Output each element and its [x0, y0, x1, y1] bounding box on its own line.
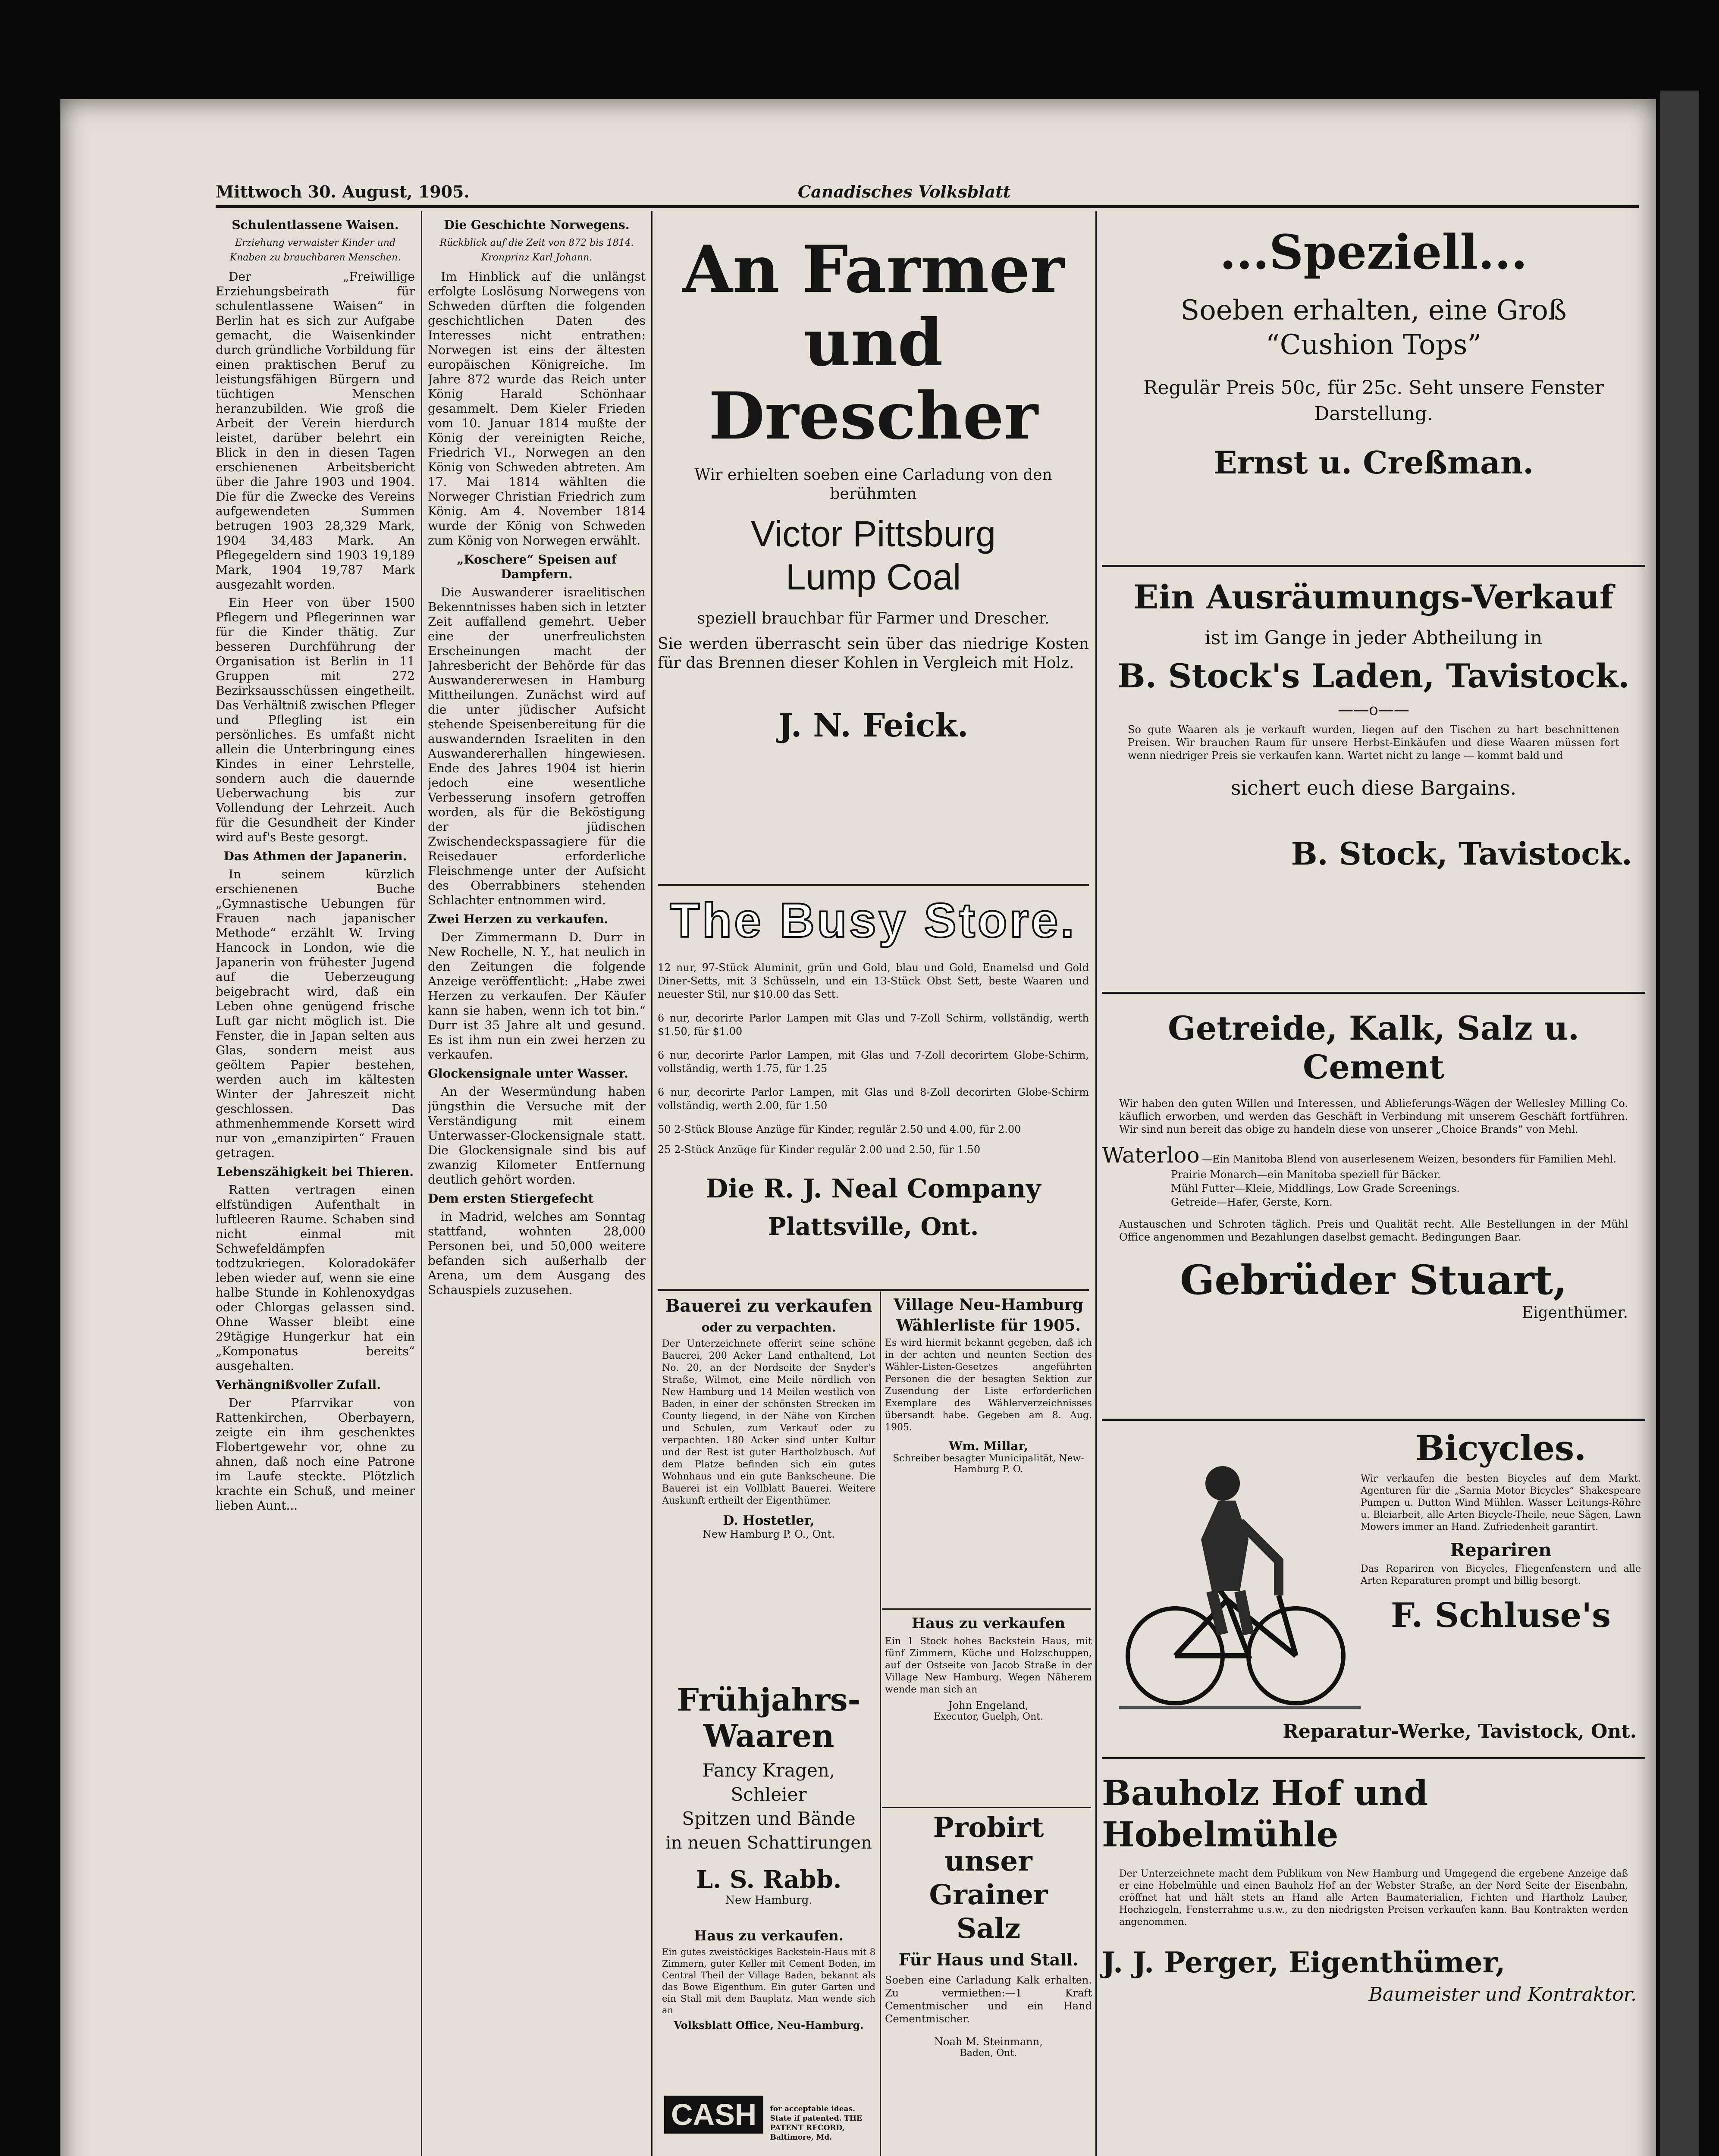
grain-product: Getreide—Hafer, Gerste, Korn. [1171, 1196, 1333, 1208]
article-paragraph: Der „Freiwillige Erziehungsbeirath für schulentlassene Waisen“ in Berlin hat es sich zur Aufgabe gemacht, die Waisenkinder durch gründliche Vorbildung für einen praktischen Beruf zu leistungsfähigen Bürgern und tüchtigen Menschen heranzubilden. Wie groß die Arbeit der Verein hierdurch leistet, darüber belehrt ein Blick in den in diesen Tagen erschienenen Arbeitsbericht über die Jahre 1903 und 1904. Die für die Zwecke des Vereins aufgewendeten Summen betrugen 1903 28,329 Mark, 1904 34,483 Mark. An Pflegegeldern sind 1903 19,189 Mark, 1904 19,787 Mark ausgezahlt worden. [216, 270, 415, 592]
waterloo-row [1102, 1143, 1645, 1168]
lumber-yard-advertisement [1102, 1772, 1645, 2156]
busy-store-item: 6 nur, decorirte Parlor Lampen mit Glas und 7-Zoll Schirm, vollständig, werth $1.50, für $1.00 [658, 1012, 1089, 1037]
house-for-sale-notice [885, 1615, 1092, 1805]
lumber-title-1: Bauholz Hof und [1102, 1773, 1428, 1813]
house-sale-signature: John Engeland, [948, 1699, 1029, 1711]
grain-ad-body: Wir haben den guten Willen und Interessen, und Ablieferungs-Wägen der Wellesley Milling Co. käuflich erworben, und werden das Geschäft in Verbindung mit unserem Geschäft fortführen. Wir sind nun bereit das obige zu handeln diese von unserer „Choice Brands“ von Mehl. [1119, 1097, 1628, 1135]
lumber-signature: J. J. Perger, Eigenthümer, [1102, 1946, 1506, 1979]
cushion-ad-seller: Ernst u. Creßman. [1213, 444, 1534, 481]
coal-ad-title-1: An Farmer [682, 232, 1064, 307]
article-heading: Dem ersten Stiergefecht [428, 1191, 594, 1206]
busy-store-item: 12 nur, 97-Stück Aluminit, grün und Gold, blau und Gold, Enamelsd und Gold Diner-Setts, mit 3 Schüsseln, und ein 13-Stück Obst Sett, beste Waaren und neuester Stil, nur $10.00 das Sett. [658, 962, 1089, 1000]
grain-product: Prairie Monarch—ein Manitoba speziell für Bäcker. [1171, 1169, 1441, 1181]
column-1 [216, 213, 415, 2137]
lumber-signature-title: Baumeister und Kontraktor. [1368, 1984, 1637, 2006]
spring-goods-town: New Hamburg. [725, 1894, 812, 1907]
bicycles-firm-address: Reparatur-Werke, Tavistock, Ont. [1283, 1720, 1637, 1742]
article-heading: Verhängnißvoller Zufall. [216, 1378, 381, 1392]
house-sale-address: Executor, Guelph, Ont. [933, 1711, 1044, 1722]
article-paragraph: In seinem kürzlich erschienenen Buche „Gymnastische Uebungen für Frauen nach japanischer Methode“ erzählt W. Irving Hancock in London, wie die Japanerin von frühester Jugend auf die Ueberzeugung beigebracht wird, daß ein Leben ohne genügend frische Luft gar nicht möglich ist. Die Fenster, die in Japan selten aus Glas, sondern meist aus geöltem Papier bestehen, werden auch im kältesten Winter der Jahreszeit nicht geschlossen. Das athmenhemmende Korsett wird nur von „emanzipirten“ Frauen getragen. [216, 867, 415, 1160]
article-heading: Die Geschichte Norwegens. [444, 218, 630, 232]
salt-advertisement [885, 1811, 1092, 2156]
article-paragraph: Der Pfarrvikar von Rattenkirchen, Oberbayern, zeigte ein ihm geschenktes Flobertgewehr vor, ohne zu ahnen, daß noch eine Patrone im Laufe steckte. Plötzlich krachte ein Schuß, und meiner lieben Aunt... [216, 1396, 415, 1513]
spring-goods-title-1: Frühjahrs- [677, 1681, 861, 1718]
coal-ad-line: speziell brauchbar für Farmer und Drescher. [697, 610, 1050, 627]
clearance-sale-line: sichert euch diese Bargains. [1230, 776, 1517, 799]
article-heading: Zwei Herzen zu verkaufen. [428, 912, 609, 926]
farm-sale-subtitle: oder zu verpachten. [701, 1320, 836, 1335]
grain-ad-title: Getreide, Kalk, Salz u. Cement [1167, 1009, 1580, 1086]
article-subheading: Erziehung verwaister Kinder und Knaben zu brauchbaren Menschen. [229, 238, 401, 263]
spring-goods-title-2: Waaren [703, 1717, 834, 1754]
section-rule [882, 1807, 1091, 1808]
column-rule-inner [880, 1291, 881, 2156]
voters-list-notice [885, 1296, 1092, 1606]
house-sale-2-title: Haus zu verkaufen. [694, 1927, 844, 1944]
article-heading: Lebenszähigkeit bei Thieren. [216, 1165, 414, 1179]
grain-ad-firm: Gebrüder Stuart, [1180, 1257, 1567, 1304]
bicycles-repair-title: Repariren [1450, 1539, 1552, 1561]
salt-signature: Noah M. Steinmann, [934, 2036, 1043, 2048]
spring-goods-line: in neuen Schattirungen [665, 1833, 872, 1853]
clearance-sale-line: ist im Gange in jeder Abtheilung in [1205, 627, 1543, 649]
waterloo-brand: Waterloo [1102, 1143, 1200, 1168]
coal-ad-title-2: und Drescher [709, 305, 1038, 454]
section-rule [658, 1289, 1089, 1291]
bicycles-title: Bicycles. [1415, 1428, 1587, 1468]
cushion-ad-price: Regulär Preis 50c, für 25c. Seht unsere Fenster Darstellung. [1143, 377, 1604, 425]
busy-store-item: 6 nur, decorirte Parlor Lampen, mit Glas und 8-Zoll decorirten Globe-Schirm vollständig, werth 2.00, für 1.50 [658, 1086, 1089, 1112]
salt-title-1: Probirt unser [933, 1811, 1044, 1877]
house-sale-body: Ein 1 Stock hohes Backstein Haus, mit fünf Zimmern, Küche und Holzschuppen, auf der Ostseite von Jacob Straße in der Village New Hamburg. Wegen Näherem wende man sich an [885, 1636, 1092, 1695]
bicycle-rider-illustration [1119, 1453, 1361, 1720]
busy-store-town: Plattsville, Ont. [768, 1213, 979, 1241]
cash-label: CASH [664, 2096, 763, 2134]
cash-text: for acceptable ideas. State if patented. THE PATENT RECORD, Baltimore, Md. [770, 2104, 862, 2142]
article-paragraph: Im Hinblick auf die unlängst erfolgte Loslösung Norwegens von Schweden dürften die folgenden geschichtlichen Daten des Interesses nicht entrathen: Norwegen ist eins der ältesten europäischen Königreiche. Im Jahre 872 wurde das Reich unter König Harald Schönhaar gesammelt. Dem Kieler Frieden vom 10. Januar 1814 mußte der König der vereinigten Reiche, Friedrich VI., Norwegen an den König von Schweden abtreten. Am 17. Mai 1814 wählten die Norweger Christian Friedrich zum König. Am 4. November 1814 wurde der König von Schweden zum König von Norwegen erwählt. [428, 270, 646, 548]
coal-ad-intro: Wir erhielten soeben eine Carladung von den berühmten [694, 466, 1052, 503]
bicycles-advertisement [1102, 1427, 1645, 1755]
spring-goods-advertisement [662, 1682, 875, 1923]
bicycles-body: Wir verkaufen die besten Bicycles auf dem Markt. Agenturen für die „Sarnia Motor Bicycles“ Shakespeare Pumpen u. Dutton Wind Mühlen. Wasser Leitungs-Röhre u. Bleiarbeit, alle Arten Bicycle-Theile, neue Sägen, Lawn Mowers immer an Hand. Zufriedenheit garantirt. [1361, 1473, 1641, 1532]
section-rule [1102, 565, 1645, 567]
lumber-body: Der Unterzeichnete macht dem Publikum von New Hamburg und Umgegend die ergebene Anzeige daß er eine Hobelmühle und einen Bauholz Hof an der Webster Straße, an der Nord Seite der Eisenbahn, eröffnet hat und hält stets an Hand alle Arten Baumaterialien, Fichten und Hartholz Lauber, Hochziegeln, Fensterrahme u.s.w., zu den niedrigsten Preisen verkaufen kann. Bau Kontrakten werden angenommen. [1119, 1868, 1628, 1927]
article-subheading: Rückblick auf die Zeit von 872 bis 1814. Kronprinz Karl Johann. [439, 238, 634, 263]
column-rule-2 [651, 211, 652, 2156]
voters-list-address: Schreiber besagter Municipalität, New-Hamburg P. O. [893, 1453, 1084, 1475]
house-sale-2-signature: Volksblatt Office, Neu-Hamburg. [674, 2019, 864, 2031]
cushion-tops-advertisement [1102, 224, 1645, 556]
grain-advertisement [1102, 1009, 1645, 1414]
grain-ad-terms: Austauschen und Schroten täglich. Preis und Qualität recht. Alle Bestellungen in der Mühl Office angenommen und Bezahlungen daselbst gemacht. Bedingungen Baar. [1119, 1218, 1628, 1243]
salt-address: Baden, Ont. [960, 2048, 1017, 2059]
bicycles-text-block [1361, 1427, 1641, 1635]
cushion-ad-line: Soeben erhalten, eine Groß [1180, 295, 1567, 326]
cash-advertisement [664, 2096, 878, 2147]
farm-sale-title: Bauerei zu verkaufen [665, 1296, 872, 1316]
busy-store-advertisement [658, 893, 1089, 1289]
coal-product-type: Lump Coal [785, 557, 961, 597]
clearance-sale-title: Ein Ausräumungs-Verkauf [1133, 578, 1614, 616]
spring-goods-line: Fancy Kragen, Schleier [702, 1760, 835, 1805]
clearance-sale-signature: B. Stock, Tavistock. [1291, 835, 1632, 872]
farm-sale-signature: D. Hostetler, [723, 1513, 815, 1528]
coal-ad-seller: J. N. Feick. [778, 707, 969, 744]
bicycles-repair-body: Das Repariren von Bicycles, Fliegenfenstern und alle Arten Reparaturen prompt und billig besorgt. [1361, 1564, 1641, 1586]
farm-for-sale-notice [662, 1296, 875, 1675]
bicycles-firm: F. Schluse's [1390, 1596, 1611, 1635]
spring-goods-seller: L. S. Rabb. [696, 1865, 842, 1894]
clearance-sale-store: B. Stock's Laden, Tavistock. [1117, 657, 1630, 695]
right-binding-edge [1660, 91, 1699, 2156]
salt-body: Soeben eine Carladung Kalk erhalten. Zu vermiethen:—1 Kraft Cementmischer und ein Hand Cementmischer. [885, 1974, 1092, 2025]
article-heading: Schulentlassene Waisen. [232, 218, 399, 232]
coal-advertisement [658, 233, 1089, 871]
divider-ornament: ——o—— [1338, 701, 1409, 719]
section-rule [882, 1608, 1091, 1610]
salt-subtitle: Für Haus und Stall. [898, 1950, 1079, 1969]
masthead-rule [216, 205, 1639, 208]
voters-list-subtitle: Wählerliste für 1905. [896, 1316, 1081, 1335]
lumber-title-2: Hobelmühle [1102, 1814, 1339, 1855]
section-rule [658, 884, 1089, 886]
column-rule-3 [1095, 211, 1097, 2156]
house-sale-2-body: Ein gutes zweistöckiges Backstein-Haus mit 8 Zimmern, guter Keller mit Cement Boden, im Central Theil der Village Baden, bekannt als das Bowe Eigenthum. Ein guter Garten und ein Stall mit dem Bauplatz. Man wende sich an [662, 1947, 875, 2015]
house-sale-title: Haus zu verkaufen [911, 1615, 1066, 1632]
section-rule [1102, 992, 1645, 994]
busy-store-item: 50 2-Stück Blouse Anzüge für Kinder, regulär 2.50 und 4.00, für 2.00 [658, 1123, 1021, 1135]
voters-list-body: Es wird hiermit bekannt gegeben, daß ich in der achten und neunten Section des Wähler-Listen-Gesetzes angeführten Personen die der besagten Sektion zur Zusendung der Liste erforderlichen Exemplare des Wählerverzeichnisses übersandt habe. Gegeben am 8. Aug. 1905. [885, 1338, 1092, 1433]
newspaper-title: Canadisches Volksblatt [798, 182, 1011, 201]
column-rule-1 [421, 211, 422, 2156]
article-paragraph: in Madrid, welches am Sonntag stattfand, wohnten 28,000 Personen bei, und 50,000 weitere befanden sich außerhalb der Arena, um dem Ausgang des Schauspiels zuzusehen. [428, 1210, 646, 1297]
cushion-ad-title: ...Speziell... [1220, 224, 1528, 280]
coal-ad-line: Sie werden überrascht sein über das niedrige Kosten für das Brennen dieser Kohlen in Vergleich mit Holz. [658, 635, 1089, 672]
busy-store-item: 6 nur, decorirte Parlor Lampen, mit Glas und 7-Zoll decorirtem Globe-Schirm, vollständig, werth 1.75, für 1.25 [658, 1049, 1089, 1075]
farm-sale-address: New Hamburg P. O., Ont. [703, 1528, 835, 1540]
article-paragraph: Die Auswanderer israelitischen Bekenntnisses haben sich in letzter Zeit auffallend gemehrt. Ueber eine der unerfreulichsten Erscheinungen macht der Jahresbericht der Behörde für das Auswandererwesen in Hamburg Mittheilungen. Zunächst wird auf die unter jüdischer Aufsicht stehende Speisenbereitung für die auswandernden Israeliten in den Auswandererhallen hingewiesen. Ende des Jahres 1904 ist hierin jedoch eine wesentliche Verbesserung insofern getroffen worden, als für die Beköstigung der jüdischen Zwischendeckspassagiere für die Reisedauer erforderliche Fleischmenge unter der Aufsicht des Oberrabbiners stehenden Schlachter entnommen wird. [428, 585, 646, 907]
spring-goods-line: Spitzen und Bände [682, 1808, 856, 1829]
column-2 [428, 213, 646, 2137]
salt-title-3: Salz [956, 1912, 1021, 1945]
article-heading: Das Athmen der Japanerin. [223, 849, 407, 863]
cushion-ad-product: “Cushion Tops” [1265, 329, 1482, 361]
section-rule [1102, 1757, 1645, 1759]
grain-product: Mühl Futter—Kleie, Middlings, Low Grade Screenings. [1171, 1182, 1460, 1194]
coal-product-name: Victor Pittsburg [750, 514, 996, 554]
issue-date: Mittwoch 30. August, 1905. [216, 182, 470, 201]
farm-sale-body: Der Unterzeichnete offerirt seine schöne Bauerei, 200 Acker Land enthaltend, Lot No. 20, an der Nordseite der Snyder's Straße, Wilmot, eine Meile nördlich von New Hamburg und 14 Meilen westlich von Baden, in einer der schönsten Strecken im County liegend, in der Nähe von Kirchen und Schulen, zum Verkauf oder zu verpachten. 180 Acker sind unter Kultur und der Rest ist guter Hartholzbusch. Auf dem Platze befinden sich ein gutes Wohnhaus und ein gute Bankscheune. Die Bauerei ist ein Vollblatt Bauerei. Weitere Auskunft ertheilt der Eigenthümer. [662, 1338, 875, 1506]
busy-store-company: Die R. J. Neal Company [706, 1174, 1041, 1204]
waterloo-text: —Ein Manitoba Blend von auserlesenem Weizen, besonders für Familien Mehl. [1201, 1153, 1616, 1165]
article-heading: „Koschere“ Speisen auf Dampfern. [457, 552, 617, 581]
article-paragraph: Ein Heer von über 1500 Pflegern und Pflegerinnen war für die Kinder thätig. Zur besseren Durchführung der Organisation ist Berlin in 11 Gruppen mit 272 Bezirksausschüssen eingetheilt. Das Verhältniß zwischen Pfleger und Pflegling ist ein persönliches. Es umfaßt nicht allein die Unterbringung eines Kindes in einer Lehrstelle, sondern auch die dauernde Ueberwachung bis zur Vollendung der Lehrzeit. Auch für die Gesundheit der Kinder wird auf's Beste gesorgt. [216, 595, 415, 844]
voters-list-signature: Wm. Millar, [948, 1439, 1029, 1453]
house-for-sale-notice-2 [662, 1927, 875, 2091]
article-paragraph: An der Wesermündung haben jüngsthin die Versuche mit der Verständigung mit einem Unterwasser-Glockensignale statt. Die Glockensignale sind bis auf zwanzig Kilometer Entfernung deutlich gehört worden. [428, 1084, 646, 1187]
section-rule [1102, 1419, 1645, 1421]
grain-ad-owner: Eigenthümer. [1521, 1304, 1628, 1322]
article-paragraph: Ratten vertragen einen elfstündigen Aufenthalt in luftleeren Raume. Schaben sind nicht einmal mit Schwefeldämpfen todtzukriegen. Koloradokäfer leben wieder auf, wenn sie eine halbe Stunde in Kohlenoxydgas oder Chlorgas gelassen sind. Ohne Wasser bleibt eine 29tägige Hungerkur hat ein „Komponatus bereits“ ausgehalten. [216, 1183, 415, 1373]
clearance-sale-advertisement [1102, 578, 1645, 987]
clearance-sale-body: So gute Waaren als je verkauft wurden, liegen auf den Tischen zu hart beschnittenen Preisen. Wir brauchen Raum für unsere Herbst-Einkäufen und diese Waaren müssen fort wenn niedriger Preis sie verkaufen kann. Wartet nicht zu lange — kommt bald und [1128, 724, 1619, 761]
article-paragraph: Der Zimmermann D. Durr in New Rochelle, N. Y., hat neulich in den Zeitungen die folgende Anzeige veröffentlicht: „Habe zwei Herzen zu verkaufen. Der Käufer kann sie haben, wenn ich tot bin.“ Durr ist 35 Jahre alt und gesund. Es ist ihm nun ein zwei herzen zu verkaufen. [428, 930, 646, 1062]
voters-list-title: Village Neu-Hamburg [893, 1296, 1084, 1314]
salt-title-2: Grainer [929, 1879, 1048, 1911]
busy-store-item: 25 2-Stück Anzüge für Kinder regulär 2.00 und 2.50, für 1.50 [658, 1144, 981, 1156]
article-heading: Glockensignale unter Wasser. [428, 1066, 628, 1081]
busy-store-title: The Busy Store. [670, 893, 1077, 947]
